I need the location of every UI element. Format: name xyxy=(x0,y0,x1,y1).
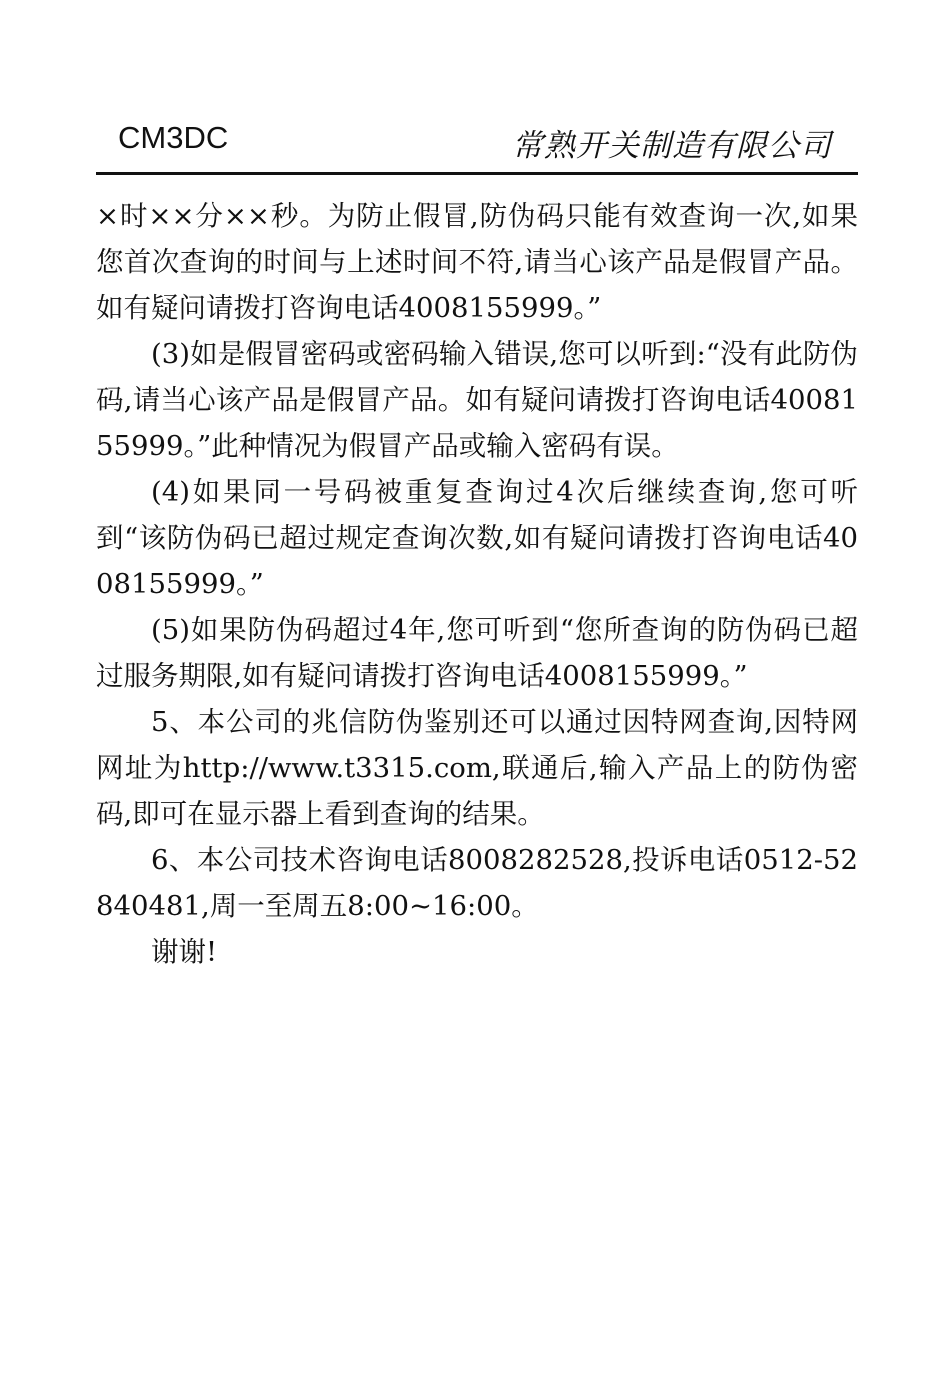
body-text xyxy=(96,193,858,975)
model-code: CM3DC xyxy=(118,120,229,155)
paragraph-item-5: (5)如果防伪码超过4年,您可听到“您所查询的防伪码已超过服务期限,如有疑问请拨打咨询电话4008155999。” xyxy=(96,614,858,692)
paragraph-continuation: ×时××分××秒。为防止假冒,防伪码只能有效查询一次,如果您首次查询的时间与上述时间不符,请当心该产品是假冒产品。如有疑问请拨打咨询电话4008155999。” xyxy=(96,200,858,324)
paragraph-section-6: 6、本公司技术咨询电话8008282528,投诉电话0512-52840481,周一至周五8:00~16:00。 xyxy=(96,844,858,922)
paragraph-item-3: (3)如是假冒密码或密码输入错误,您可以听到:“没有此防伪码,请当心该产品是假冒产品。如有疑问请拨打咨询电话4008155999。”此种情况为假冒产品或输入密码有误。 xyxy=(96,338,858,462)
page-header xyxy=(96,118,858,172)
paragraph-item-4: (4)如果同一号码被重复查询过4次后继续查询,您可听到“该防伪码已超过规定查询次数,如有疑问请拨打咨询电话4008155999。” xyxy=(96,476,858,600)
company-name: 常熟开关制造有限公司 xyxy=(512,128,832,164)
closing-thanks: 谢谢! xyxy=(151,936,218,968)
paragraph-section-5: 5、本公司的兆信防伪鉴别还可以通过因特网查询,因特网网址为http://www.t3315.com,联通后,输入产品上的防伪密码,即可在显示器上看到查询的结果。 xyxy=(96,706,858,830)
header-rule xyxy=(96,172,858,175)
